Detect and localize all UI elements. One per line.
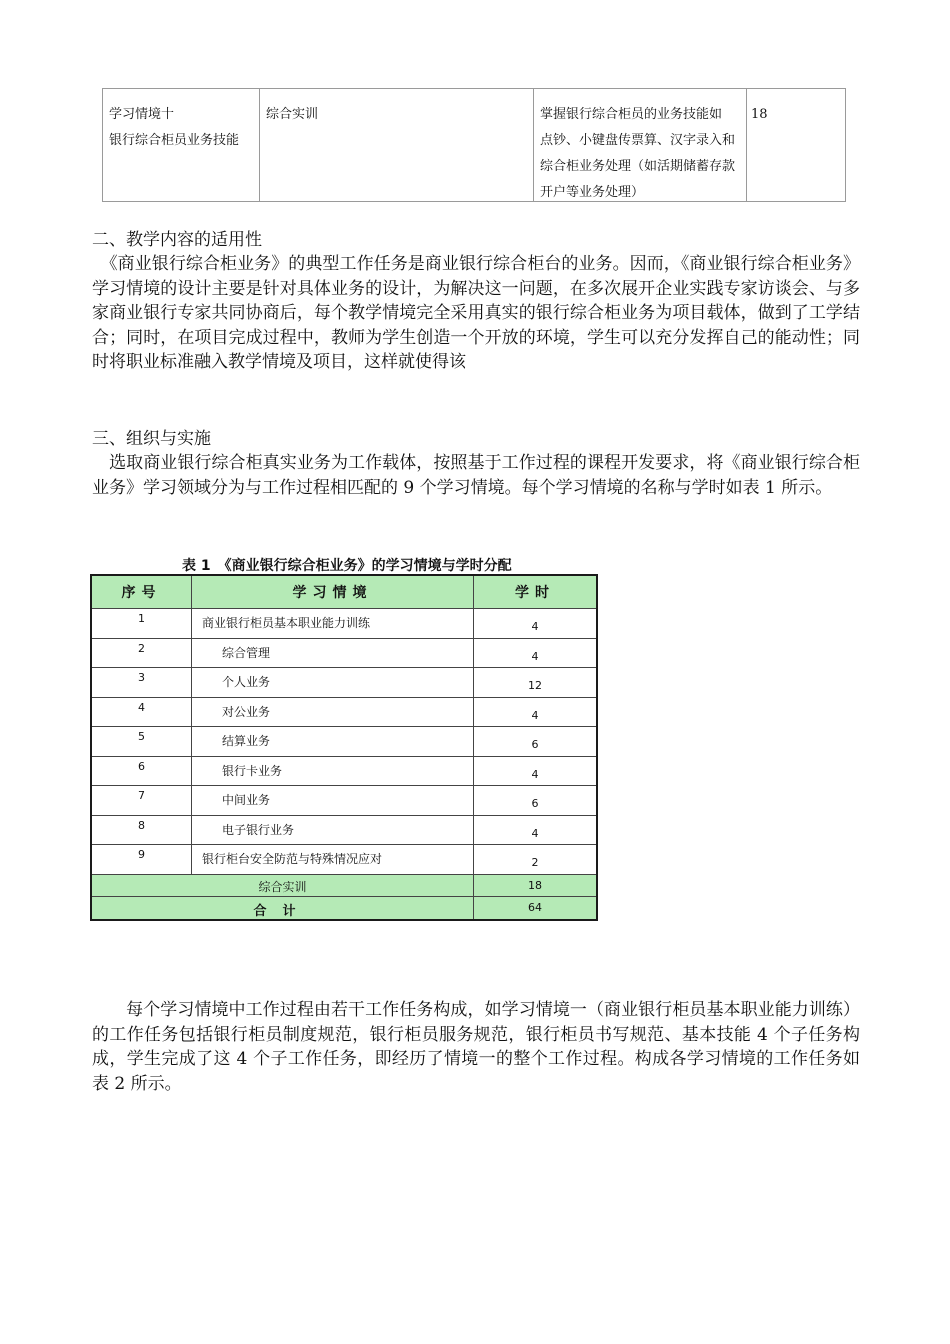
row-number: 1 bbox=[92, 609, 192, 638]
table-row bbox=[92, 727, 596, 757]
section-body-organization: 选取商业银行综合柜真实业务为工作载体，按照基于工作过程的课程开发要求，将《商业银行综合柜业务》学习领域分为与工作过程相匹配的 9 个学习情境。每个学习情境的名称与学时如表 1 所示。 bbox=[92, 453, 860, 498]
situation-number: 学习情境十 bbox=[109, 107, 175, 122]
learning-situation-table bbox=[90, 574, 598, 921]
row-situation: 中间业务 bbox=[192, 786, 474, 815]
section-body-tasks: 每个学习情境中工作过程由若干工作任务构成，如学习情境一（商业银行柜员基本职业能力训练）的工作任务包括银行柜员制度规范，银行柜员服务规范，银行柜员书写规范、基本技能 4 个子任务构成，学生完成了这 4 个子工作任务，即经历了情境一的整个工作过程。构成各学习情境的工作任务如表 2 所示。 bbox=[92, 1000, 860, 1094]
header-situation: 学习情境 bbox=[192, 576, 474, 608]
goal-line: 点钞、小键盘传票算、汉字录入和 bbox=[540, 133, 736, 148]
situation-title: 银行综合柜员业务技能 bbox=[109, 133, 240, 148]
section-body-applicability: 《商业银行综合柜业务》的典型工作任务是商业银行综合柜台的业务。因而，《商业银行综合柜业务》学习情境的设计主要是针对具体业务的设计，为解决这一问题，在多次展开企业实践专家访谈会、与多家商业银行专家共同协商后，每个教学情境完全采用真实的银行综合柜业务为项目载体，做到了工学结合；同时，在项目完成过程中，教师为学生创造一个开放的环境，学生可以充分发挥自己的能动性；同时将职业标准融入教学情境及项目，这样就使得该 bbox=[92, 254, 860, 372]
row-situation: 银行柜台安全防范与特殊情况应对 bbox=[192, 845, 474, 874]
row-number: 7 bbox=[92, 786, 192, 815]
table-row bbox=[92, 609, 596, 639]
section-heading-applicability: 二、教学内容的适用性 bbox=[92, 230, 262, 250]
row-hours: 6 bbox=[531, 738, 539, 751]
row-hours: 4 bbox=[531, 649, 539, 663]
section-heading-organization: 三、组织与实施 bbox=[92, 429, 211, 449]
goal-cell bbox=[534, 89, 747, 201]
row-hours: 12 bbox=[528, 679, 542, 692]
goal-line: 综合柜业务处理（如活期储蓄存款 bbox=[540, 159, 736, 174]
practice-row bbox=[92, 875, 596, 897]
table-row bbox=[92, 639, 596, 669]
row-hours: 6 bbox=[531, 797, 539, 810]
practice-label: 综合实训 bbox=[92, 875, 474, 896]
header-number: 序号 bbox=[92, 576, 192, 608]
row-number: 2 bbox=[92, 639, 192, 668]
row-situation: 商业银行柜员基本职业能力训练 bbox=[192, 609, 474, 638]
row-number: 5 bbox=[92, 727, 192, 756]
task-cell: 综合实训 bbox=[260, 89, 534, 201]
row-situation: 电子银行业务 bbox=[192, 816, 474, 845]
row-hours: 4 bbox=[531, 708, 539, 722]
row-number: 4 bbox=[92, 698, 192, 727]
table-row bbox=[92, 816, 596, 846]
table-row bbox=[92, 845, 596, 875]
table-row bbox=[92, 698, 596, 728]
row-situation: 综合管理 bbox=[192, 639, 474, 668]
row-hours: 4 bbox=[531, 767, 539, 781]
table-caption: 表 1 《商业银行综合柜业务》的学习情境与学时分配 bbox=[182, 558, 512, 574]
practice-hours: 18 bbox=[528, 878, 542, 892]
row-number: 3 bbox=[92, 668, 192, 697]
goal-line: 掌握银行综合柜员的业务技能如 bbox=[540, 107, 723, 122]
header-hours: 学时 bbox=[515, 585, 555, 601]
row-situation: 个人业务 bbox=[192, 668, 474, 697]
row-number: 6 bbox=[92, 757, 192, 786]
hours-cell: 18 bbox=[751, 107, 768, 122]
table-row bbox=[92, 757, 596, 787]
row-situation: 银行卡业务 bbox=[192, 757, 474, 786]
continuation-table bbox=[102, 88, 846, 202]
row-situation: 对公业务 bbox=[192, 698, 474, 727]
row-hours: 4 bbox=[531, 620, 539, 633]
table-row bbox=[92, 668, 596, 698]
goal-line: 开户等业务处理） bbox=[540, 185, 645, 200]
total-row bbox=[92, 897, 596, 919]
total-hours: 64 bbox=[528, 900, 542, 914]
table-header-row bbox=[92, 576, 596, 609]
total-label: 合计 bbox=[92, 897, 474, 919]
row-hours: 4 bbox=[531, 826, 539, 840]
situation-cell bbox=[103, 89, 260, 201]
row-hours: 2 bbox=[531, 856, 539, 869]
row-situation: 结算业务 bbox=[192, 727, 474, 756]
row-number: 8 bbox=[92, 816, 192, 845]
row-number: 9 bbox=[92, 845, 192, 874]
table-row bbox=[92, 786, 596, 816]
